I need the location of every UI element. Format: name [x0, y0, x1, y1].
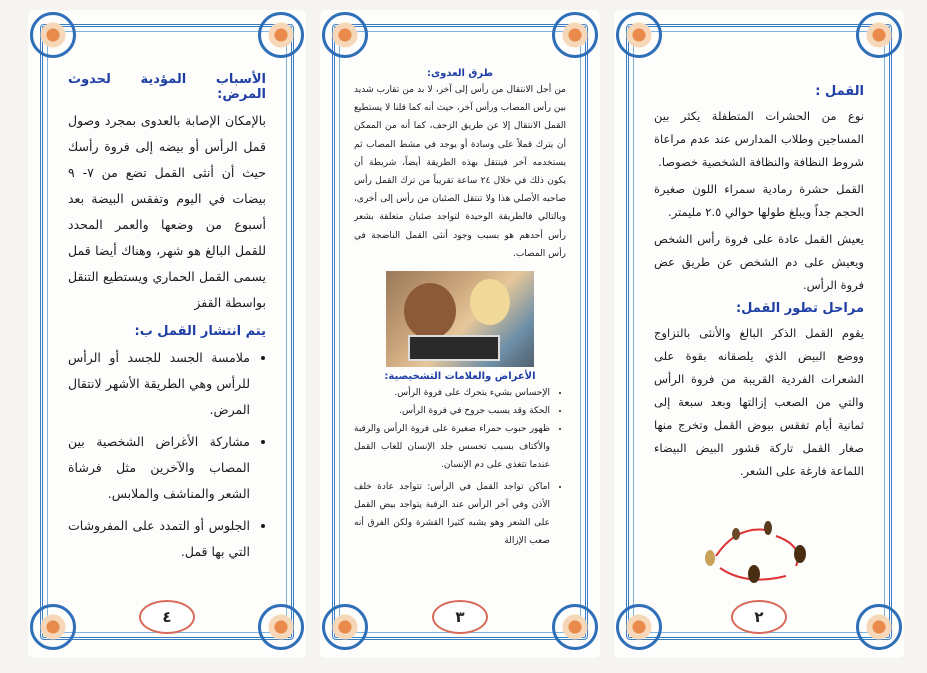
spread-list	[68, 345, 266, 565]
heading-symptoms: الأعراض والعلامات التشخيصية:	[384, 371, 536, 383]
list-item: • الحكة وقد يسبب جروح في فروة الرأس.	[354, 402, 550, 420]
paragraph-causes: بالإمكان الإصابة بالعدوى بمجرد وصول قمل الرأس أو بيضه إلى فروة رأسك حيث أن أنثى القمل تضع من ٧- ٩ بيضات في اليوم وتفقس البيضة بعد أسبوع من وضعها والعمر المحدد للقمل البالغ هو شهر، وهناك أيضا قمل يسمى القمل الحماري ويستطيع التنقل بواسطة القفز	[68, 113, 267, 310]
list-item: • الجلوس أو التمدد على المفروشات التي بها قمل.	[68, 513, 250, 565]
panel-page-4	[28, 10, 306, 658]
panel-page-2	[614, 10, 904, 658]
corner-ornament-icon	[616, 604, 662, 650]
panel-content	[654, 84, 864, 491]
adult-louse-icon	[794, 545, 806, 563]
page-number: ٤	[139, 600, 195, 634]
page-number: ٢	[731, 600, 787, 634]
adult-louse-icon	[748, 565, 760, 583]
panel-page-3	[320, 10, 600, 658]
nymph-icon	[764, 521, 772, 535]
children-reading-photo	[386, 271, 534, 367]
paragraph-lice-intro: نوع من الحشرات المتطفلة يكثر بين المساجين وطلاب المدارس عند عدم مراعاة شروط النظافة والنظافة الشخصية خصوصا.	[654, 109, 864, 169]
heading-lifecycle: مراحل تطور القمل:	[735, 301, 864, 316]
heading-infection: طرق العدوى:	[426, 68, 494, 79]
corner-ornament-icon	[552, 12, 598, 58]
egg-icon	[705, 550, 715, 566]
paragraph-lice-description: القمل حشرة رمادية سمراء اللون صغيرة الحجم جداً ويبلغ طولها حوالي ٢.٥ مليمتر.	[654, 182, 864, 219]
heading-causes: الأسباب المؤدية لحدوث المرض:	[68, 72, 266, 102]
corner-ornament-icon	[322, 604, 368, 650]
book-shape	[408, 335, 500, 361]
nymph-icon	[732, 528, 740, 540]
corner-ornament-icon	[30, 604, 76, 650]
panel-content	[354, 68, 566, 550]
child-figure	[470, 279, 510, 325]
list-item: • الإحساس بشيء يتحرك على فروة الرأس.	[354, 384, 550, 402]
panel-content	[68, 72, 266, 571]
corner-ornament-icon	[322, 12, 368, 58]
corner-ornament-icon	[856, 12, 902, 58]
heading-spread: يتم انتشار القمل ب:	[134, 324, 266, 339]
lice-lifecycle-diagram	[696, 516, 816, 586]
corner-ornament-icon	[856, 604, 902, 650]
list-item: • مشاركة الأغراض الشخصية بين المصاب والآخرين مثل فرشاة الشعر والمناشف والملابس.	[68, 429, 250, 507]
list-item: • ملامسة الجسد للجسد أو الرأس للرأس وهي الطريقة الأشهر لانتقال المرض.	[68, 345, 250, 423]
paragraph-lice-habitat: يعيش القمل عادة على فروة رأس الشخص ويعيش على دم الشخص عن طريق عض فروة الرأس.	[654, 232, 864, 292]
list-item: • ظهور حبوب حمراء صغيرة على فروة الرأس والرقبة والأكتاف بسبب تحسس جلد الإنسان للعاب القمل عندما تتغذى على دم الإنسان.	[354, 420, 550, 474]
corner-ornament-icon	[552, 604, 598, 650]
cycle-arrow	[716, 530, 766, 556]
paragraph-infection: من أجل الانتقال من رأس إلى آخر، لا بد من تقارب شديد بين رأس المصاب ورأس آخر، حيث أنه كما قلنا لا يستطيع القمل الانتقال إلا عن طريق الزحف، كما أنه من الممكن أن يترك قملاً على وسادة أو يوجد في مشط المصاب ثم يستخدمه آخر فينتقل بهذه الطريقة أيضاً، شريطة أن يكون ذلك في خلال ٢٤ ساعة تقريباً من ترك القمل رأس صاحبه الأصلي هذا ولا تنتقل الصئبان من رأس إلى أخرى، وبالتالي فالطريقة الوحيدة لتواجد صئبان متعلقة بشعر رأس أحدهم هو بسبب وجود أنثى القمل الناضجة في رأس المصاب.	[354, 85, 566, 259]
list-item: • اماكن تواجد القمل في الرأس: تتواجد عادة خلف الأذن وفي آخر الرأس عند الرقبة يتواجد بيض القمل على الشعر وهو يشبه كثيرا القشرة ولكن الفرق أنه صعب الإزالة	[354, 478, 550, 550]
heading-lice: القمل :	[815, 84, 864, 99]
child-figure	[404, 283, 456, 339]
corner-ornament-icon	[30, 12, 76, 58]
corner-ornament-icon	[616, 12, 662, 58]
paragraph-lifecycle: يقوم القمل الذكر البالغ والأنثى بالتزاوج ووضع البيض الذي يلصقانه بقوة على الشعرات الفردية القريبة من فروة الرأس والتي من الصعب إزالتها وبعد سبعة إلى ثمانية أيام تفقس بيوض القمل وتخرج منها صغار القمل تاركة قشور البيض البيضاء اللماعة فارغة على الشعر.	[654, 326, 864, 478]
corner-ornament-icon	[258, 604, 304, 650]
page-number: ٣	[432, 600, 488, 634]
symptoms-list	[354, 384, 566, 550]
corner-ornament-icon	[258, 12, 304, 58]
